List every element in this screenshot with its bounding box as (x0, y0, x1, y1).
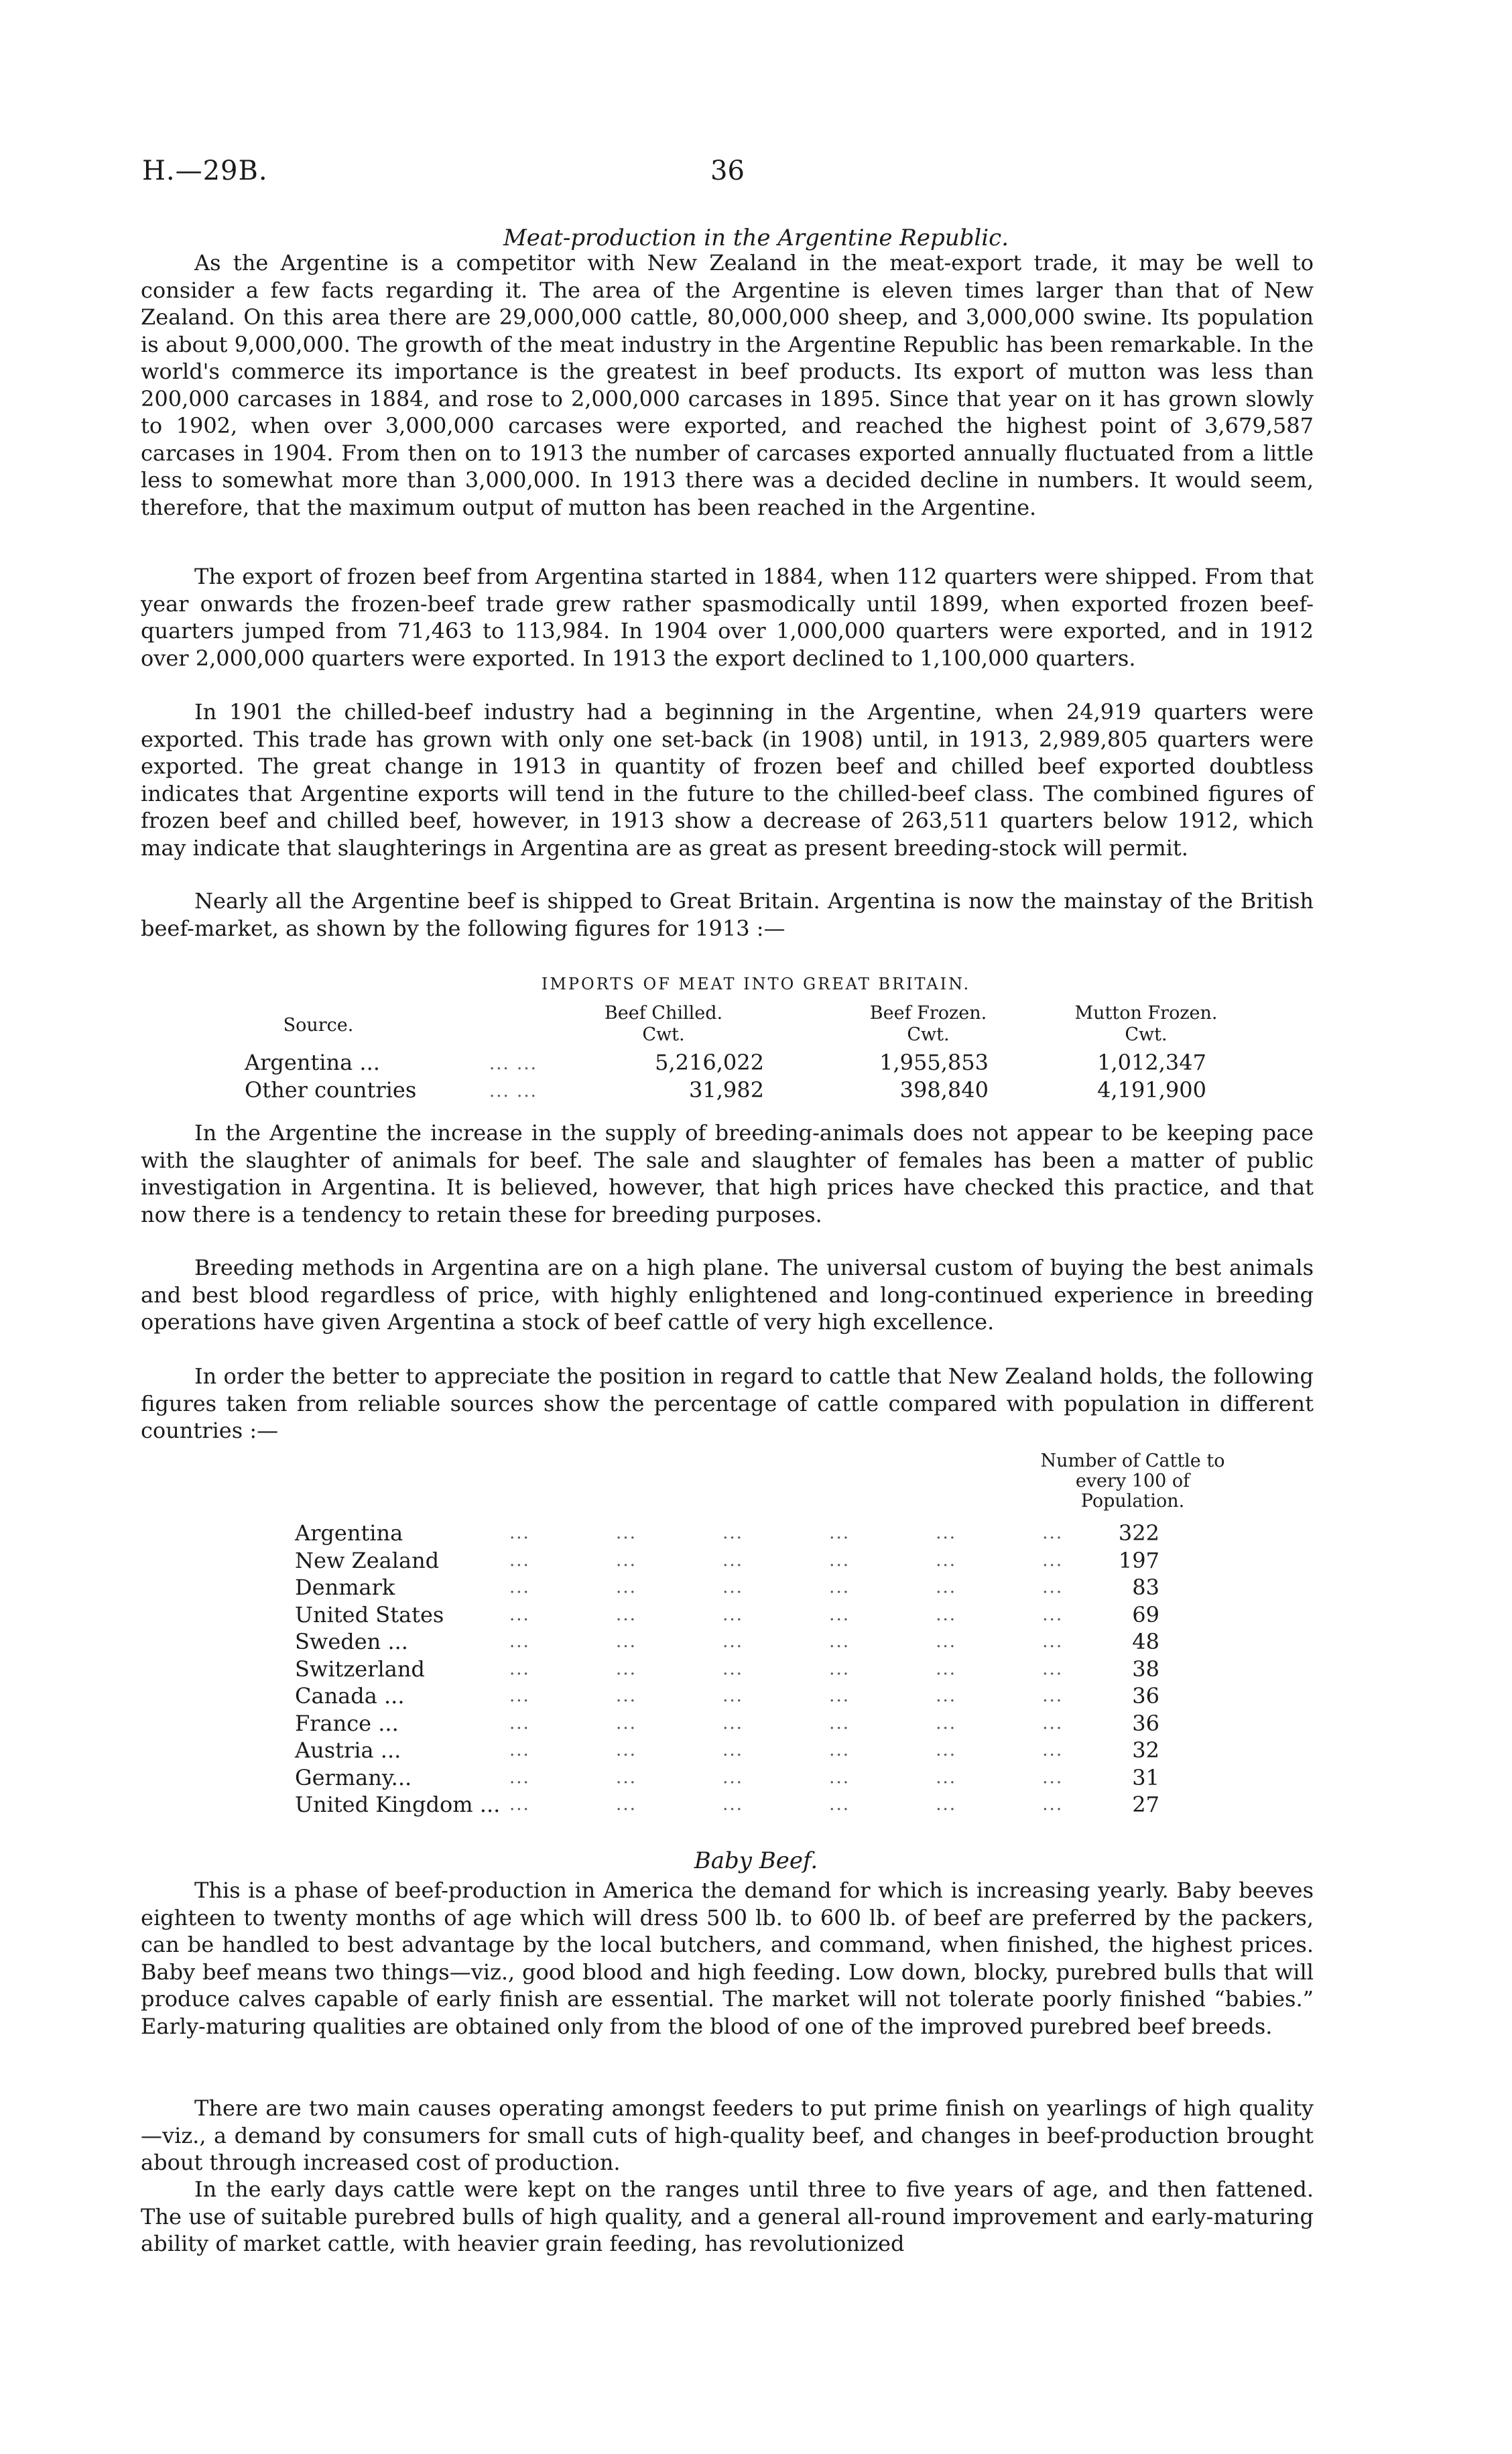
table-row (295, 1765, 1206, 1792)
table-row (295, 1520, 1206, 1548)
leader-dots: ... ... ... ... ... ... (509, 1740, 1064, 1760)
country-name: New Zealand (295, 1547, 440, 1573)
country-name: Germany... (295, 1764, 412, 1790)
country-name: United Kingdom ... (295, 1792, 501, 1817)
table-row (295, 1656, 1206, 1684)
table-cell-beef-chilled: 5,216,022 (655, 1050, 764, 1075)
paragraph: The export of frozen beef from Argentina started in 1884, when 112 quarters were shipped. From that year onwards the frozen-beef trade grew rather spasmodically until 1899, when exported frozen beef-quarters jumped from 71,463 to 113,984. In 1904 over 1,000,000 quarters were exported, and in 1912 over 2,000,000 quarters were exported. In 1913 the export declined to 1,100,000 quarters. (141, 564, 1314, 671)
table-row (295, 1575, 1206, 1602)
leader-dots: ... ... ... ... ... ... (509, 1767, 1064, 1788)
section-title-argentine: Meat-production in the Argentine Republic. (503, 225, 1009, 251)
document-code: H.—29B. (142, 156, 268, 186)
paragraph: In the early days cattle were kept on the ranges until three to five years of age, and then fattened. The use of suitable purebred bulls of high quality, and a general all-round improvement and early-maturing ability of market cattle, with heavier grain feeding, has revolutionized (141, 2176, 1314, 2256)
paragraph: As the Argentine is a competitor with New Zealand in the meat-export trade, it may be well to consider a few facts regarding it. The area of the Argentine is eleven times larger than that of New Zealand. On this area there are 29,000,000 cattle, 80,000,000 sheep, and 3,000,000 swine. Its population is about 9,000,000. The growth of the meat industry in the Argentine Republic has been remarkable. In the world's commerce its importance is the greatest in beef products. Its export of mutton was less than 200,000 carcases in 1884, and rose to 2,000,000 carcases in 1895. Since that year on it has grown slowly to 1902, when over 3,000,000 carcases were exported, and reached the highest point of 3,679,587 carcases in 1904. From then on to 1913 the number of carcases exported annually fluctuated from a little less to somewhat more than 3,000,000. In 1913 there was a decided decline in numbers. It would seem, therefore, that the maximum output of mutton has been reached in the Argentine. (141, 250, 1314, 520)
table-row (295, 1629, 1206, 1656)
col-header-mutton-frozen: Mutton Frozen. Cwt. (1074, 1003, 1218, 1045)
leader-dots: ... ... ... ... ... ... (509, 1577, 1064, 1597)
col-header-beef-frozen: Beef Frozen. Cwt. (869, 1003, 987, 1045)
paragraph: There are two main causes operating amongst feeders to put prime finish on yearlings of high quality—viz., a demand by consumers for small cuts of high-quality beef, and changes in beef-production brought about through increased cost of production. (141, 2095, 1314, 2175)
cattle-count: 32 (1132, 1737, 1159, 1763)
leader-dots: ... ... ... ... ... ... (509, 1658, 1064, 1679)
country-name: Denmark (295, 1575, 395, 1600)
leader-dots: ... ... ... ... ... ... (509, 1686, 1064, 1706)
cattle-count: 38 (1132, 1656, 1159, 1682)
table-row (295, 1683, 1206, 1711)
table-row (295, 1792, 1206, 1819)
leader-dots: ... ... ... ... ... ... (509, 1794, 1064, 1815)
leader-dots: ... ... (489, 1081, 538, 1101)
cattle-count: 322 (1118, 1520, 1159, 1546)
leader-dots: ... ... ... ... ... ... (509, 1632, 1064, 1652)
paragraph: In the Argentine the increase in the supply of breeding-animals does not appear to be keeping pace with the slaughter of animals for beef. The sale and slaughter of females has been a matter of public investigation in Argentina. It is believed, however, that high prices have checked this practice, and that now there is a tendency to retain these for breeding purposes. (141, 1120, 1314, 1227)
table-cell-source: Other countries (245, 1077, 417, 1103)
table-cell-source: Argentina ... (245, 1050, 380, 1075)
table-cell-mutton-frozen: 4,191,900 (1097, 1077, 1206, 1103)
country-name: France ... (295, 1710, 399, 1736)
cattle-count: 48 (1132, 1629, 1159, 1654)
cattle-count: 69 (1132, 1601, 1159, 1628)
table-row (295, 1548, 1206, 1575)
table-cell-beef-frozen: 1,955,853 (879, 1050, 989, 1075)
paragraph: This is a phase of beef-production in America the demand for which is increasing yearly. Baby beeves eighteen to twenty months of age which will dress 500 lb. to 600 lb. of beef are preferred by the packers, can be handled to best advantage by the local butchers, and command, when finished, the highest prices. Baby beef means two things—viz., good blood and high feeding. Low down, blocky, purebred bulls that will produce calves capable of early finish are essential. The market will not tolerate poorly finished “babies.” Early-maturing qualities are obtained only from the blood of one of the improved purebred beef breeds. (141, 1878, 1314, 2039)
country-name: United States (295, 1601, 444, 1628)
cattle-count: 36 (1132, 1710, 1159, 1736)
section-title-baby-beef: Baby Beef. (694, 1847, 818, 1874)
paragraph: In 1901 the chilled-beef industry had a beginning in the Argentine, when 24,919 quarters were exported. This trade has grown with only one set-back (in 1908) until, in 1913, 2,989,805 quarters were exported. The great change in 1913 in quantity of frozen beef and chilled beef exported doubtless indicates that Argentine exports will tend in the future to the chilled-beef class. The combined figures of frozen beef and chilled beef, however, in 1913 show a decrease of 263,511 quarters below 1912, which may indicate that slaughterings in Argentina are as great as present breeding-stock will permit. (141, 699, 1314, 861)
leader-dots: ... ... (489, 1054, 538, 1074)
page-number: 36 (710, 156, 745, 186)
paragraph: Breeding methods in Argentina are on a high plane. The universal custom of buying the best animals and best blood regardless of price, with highly enlightened and long-continued experience in breeding operations have given Argentina a stock of beef cattle of very high excellence. (141, 1255, 1314, 1335)
leader-dots: ... ... ... ... ... ... (509, 1550, 1064, 1571)
cattle-column-header: Number of Cattle to every 100 of Population. (1040, 1451, 1225, 1512)
cattle-count: 27 (1132, 1792, 1159, 1817)
table-caption: IMPORTS OF MEAT INTO GREAT BRITAIN. (541, 975, 971, 993)
country-name: Austria ... (295, 1737, 401, 1763)
cattle-count: 83 (1132, 1575, 1159, 1600)
col-header-source: Source. (283, 1015, 354, 1036)
leader-dots: ... ... ... ... ... ... (509, 1523, 1064, 1543)
table-cell-beef-chilled: 31,982 (689, 1077, 764, 1103)
col-header-beef-chilled: Beef Chilled. Cwt. (604, 1003, 723, 1045)
paragraph: In order the better to appreciate the position in regard to cattle that New Zealand holds, the following figures taken from reliable sources show the percentage of cattle compared with population in different countries :— (141, 1363, 1314, 1443)
cattle-count: 36 (1132, 1683, 1159, 1709)
country-name: Sweden ... (295, 1629, 408, 1654)
country-name: Argentina (295, 1520, 403, 1546)
cattle-count: 31 (1132, 1764, 1159, 1790)
leader-dots: ... ... ... ... ... ... (509, 1713, 1064, 1733)
country-name: Switzerland (295, 1656, 425, 1682)
table-row (295, 1737, 1206, 1765)
leader-dots: ... ... ... ... ... ... (509, 1604, 1064, 1625)
table-row (295, 1602, 1206, 1630)
table-row (295, 1711, 1206, 1738)
paragraph: Nearly all the Argentine beef is shipped to Great Britain. Argentina is now the mainstay of the British beef-market, as shown by the following figures for 1913 :— (141, 888, 1314, 941)
country-name: Canada ... (295, 1683, 405, 1709)
cattle-count: 197 (1118, 1547, 1159, 1573)
table-cell-mutton-frozen: 1,012,347 (1097, 1050, 1206, 1075)
table-cell-beef-frozen: 398,840 (899, 1077, 989, 1103)
